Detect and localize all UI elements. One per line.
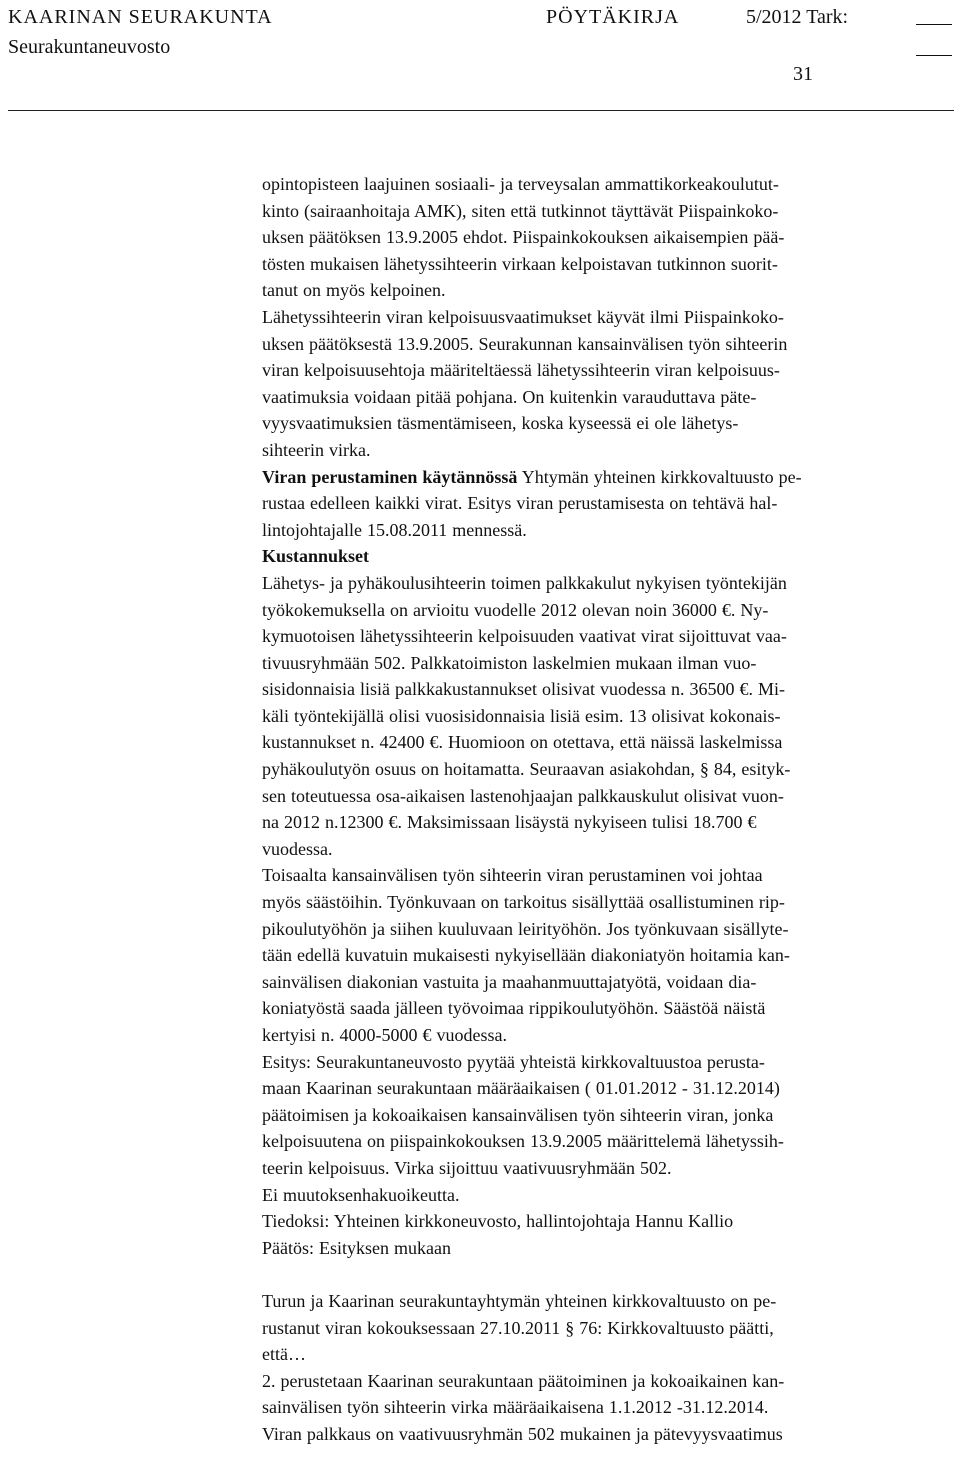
text-line: myös säästöihin. Työnkuvaan on tarkoitus sisällyttää osallistuminen rip- [262, 892, 785, 913]
text-line: pikoulutyöhön ja siihen kuuluvaan leirityöhön. Jos työnkuvaan sisällyte- [262, 918, 789, 939]
text-line: Päätös: Esityksen mukaan [262, 1237, 451, 1258]
text-line: sihteerin virka. [262, 439, 371, 460]
text-line: käli työntekijällä olisi vuosisidonnaisia lisiä esim. 13 olisivat kokonais- [262, 705, 781, 726]
text-line: kelpoisuutena on piispainkokouksen 13.9.2005 määrittelemä lähetyssih- [262, 1131, 784, 1152]
text-span: Yhtymän yhteinen kirkkovaltuusto pe- [517, 466, 802, 487]
text-line: vyysvaatimuksien täsmentämiseen, koska kyseessä ei ole lähetys- [262, 413, 739, 434]
text-line: Viran palkkaus on vaativuusryhmän 502 mukainen ja pätevyysvaatimus [262, 1423, 783, 1444]
text-line: Esitys: Seurakuntaneuvosto pyytää yhteistä kirkkovaltuustoa perusta- [262, 1051, 765, 1072]
check-blank-line [916, 24, 952, 25]
text-line: 2. perustetaan Kaarinan seurakuntaan päätoiminen ja kokoaikainen kan- [262, 1370, 785, 1391]
text-line: vaatimuksia voidaan pitää pohjana. On kuitenkin varauduttava päte- [262, 386, 757, 407]
section-heading-viran-perustaminen: Viran perustaminen käytännössä [262, 466, 518, 487]
section-heading-kustannukset [262, 543, 956, 570]
document-number: 5/2012 Tark: [746, 6, 849, 28]
text-line: rustaa edelleen kaikki virat. Esitys viran perustamisesta on tehtävä hal- [262, 493, 778, 514]
text-line: Turun ja Kaarinan seurakuntayhtymän yhteinen kirkkovaltuusto on pe- [262, 1290, 777, 1311]
text-line: tösten mukaisen lähetyssihteerin virkaan kelpoistavan tutkinnon suorit- [262, 253, 778, 274]
document-type: PÖYTÄKIRJA [546, 6, 680, 28]
text-line: sisidonnaisia lisiä palkkakustannukset olisivat vuodessa n. 36500 €. Mi- [262, 679, 785, 700]
body-name: Seurakuntaneuvosto [8, 36, 171, 58]
text-line: rustanut viran kokouksessaan 27.10.2011 § 76: Kirkkovaltuusto päätti, [262, 1317, 774, 1338]
document-body [262, 171, 956, 1448]
text-line: Toisaalta kansainvälisen työn sihteerin viran perustaminen voi johtaa [262, 865, 763, 886]
text-line [262, 464, 956, 491]
page-number: 31 [793, 63, 813, 85]
text-line: tivuusryhmään 502. Palkkatoimiston laskelmien mukaan ilman vuo- [262, 652, 757, 673]
text-line: uksen päätöksen 13.9.2005 ehdot. Piispainkokouksen aikaisempien pää- [262, 227, 785, 248]
text-line: Lähetys- ja pyhäkoulusihteerin toimen palkkakulut nykyisen työntekijän [262, 572, 787, 593]
text-line: kustannukset n. 42400 €. Huomioon on otettava, että näissä laskelmissa [262, 732, 783, 753]
text-line: vuodessa. [262, 838, 333, 859]
text-line: Tiedoksi: Yhteinen kirkkoneuvosto, hallintojohtaja Hannu Kallio [262, 1211, 734, 1232]
text-line: tanut on myös kelpoinen. [262, 280, 446, 301]
paragraph-gap [262, 1261, 956, 1288]
text-line: työkokemuksella on arvioitu vuodelle 2012 olevan noin 36000 €. Ny- [262, 599, 769, 620]
text-line: maan Kaarinan seurakuntaan määräaikaisen ( 01.01.2012 - 31.12.2014) [262, 1078, 780, 1099]
header-divider [8, 110, 954, 111]
text-line: na 2012 n.12300 €. Maksimissaan lisäystä nykyiseen tulisi 18.700 € [262, 812, 757, 833]
text-line: kinto (sairaanhoitaja AMK), siten että tutkinnot täyttävät Piispainkoko- [262, 200, 779, 221]
text-line: Ei muutoksenhakuoikeutta. [262, 1184, 460, 1205]
text-line: Lähetyssihteerin viran kelpoisuusvaatimukset käyvät ilmi Piispainkoko- [262, 306, 784, 327]
check-blank-line-2 [916, 55, 952, 56]
text-line: sainvälisen diakonian vastuita ja maahanmuuttajatyötä, voidaan dia- [262, 971, 757, 992]
heading-text: Kustannukset [262, 546, 370, 567]
text-line: koniatyöstä saada jälleen työvoimaa rippikoulutyöhön. Säästöä näistä [262, 998, 766, 1019]
text-line: lintojohtajalle 15.08.2011 mennessä. [262, 519, 527, 540]
text-line: että… [262, 1344, 306, 1365]
text-line: pyhäkoulutyön osuus on hoitamatta. Seuraavan asiakohdan, § 84, esityk- [262, 759, 791, 780]
text-line: teerin kelpoisuus. Virka sijoittuu vaativuusryhmään 502. [262, 1157, 672, 1178]
text-line: viran kelpoisuusehtoja määriteltäessä lähetyssihteerin viran kelpoisuus- [262, 360, 780, 381]
text-line: sen toteutuessa osa-aikaisen lastenohjaajan palkkauskulut olisivat vuon- [262, 785, 784, 806]
text-line: opintopisteen laajuinen sosiaali- ja terveysalan ammattikorkeakoulutut- [262, 174, 779, 194]
text-line: kymuotoisen lähetyssihteerin kelpoisuuden vaativat virat sijoittuvat vaa- [262, 626, 787, 647]
text-line: tään edellä kuvatuin mukaisesti nykyisellään diakoniatyön hoitamia kan- [262, 945, 790, 966]
organization-name: KAARINAN SEURAKUNTA [8, 6, 273, 28]
text-line: sainvälisen työn sihteerin virka määräaikaisena 1.1.2012 -31.12.2014. [262, 1397, 769, 1418]
text-line: uksen päätöksestä 13.9.2005. Seurakunnan kansainvälisen työn sihteerin [262, 333, 788, 354]
text-line: kertyisi n. 4000-5000 € vuodessa. [262, 1025, 507, 1045]
text-line: päätoimisen ja kokoaikaisen kansainvälisen työn sihteerin viran, jonka [262, 1104, 774, 1125]
